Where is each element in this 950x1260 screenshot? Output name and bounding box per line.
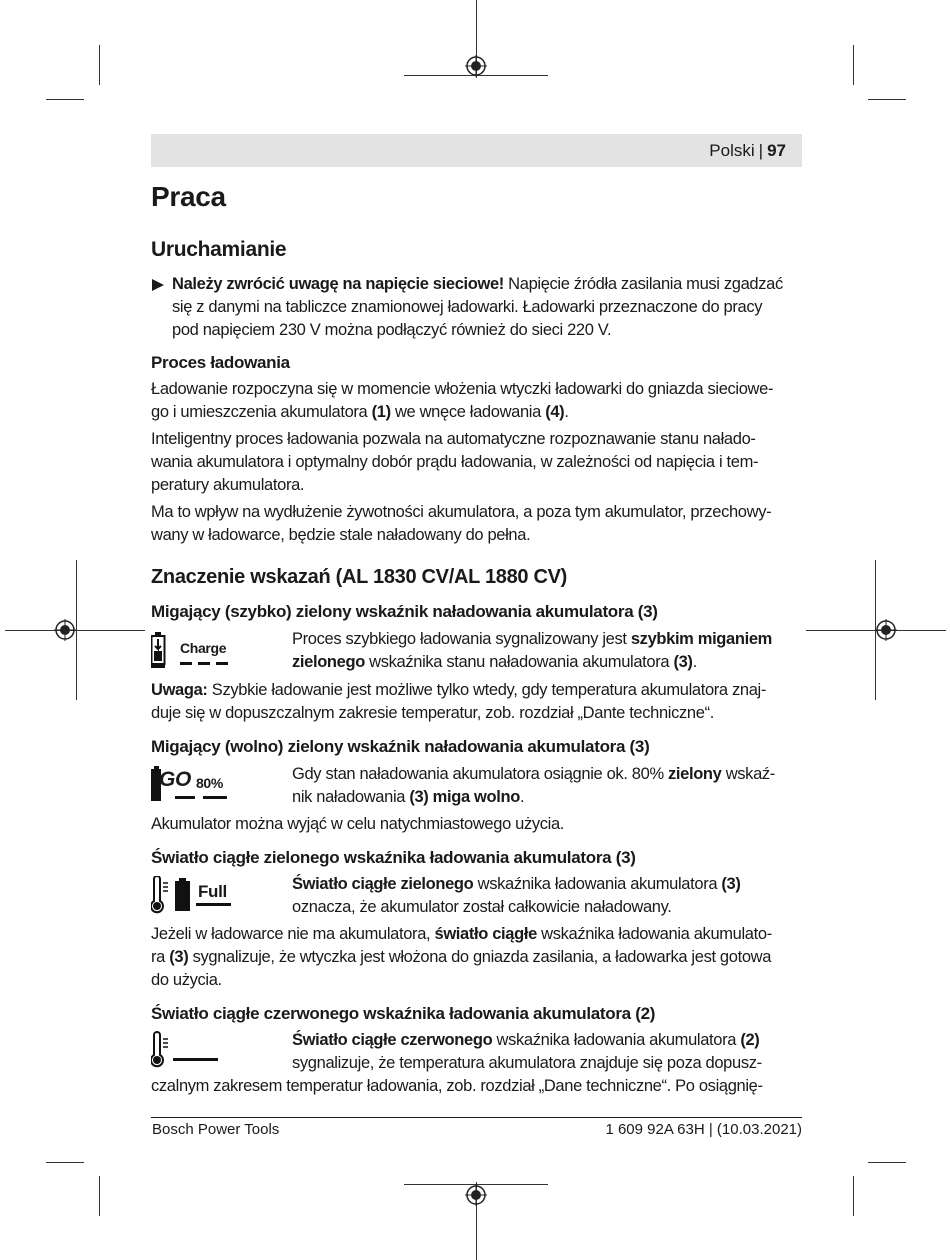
icon-label-80: 80% xyxy=(196,775,223,791)
section-heading-start: Uruchamianie xyxy=(151,238,287,261)
footer-divider xyxy=(151,1117,802,1118)
page-header xyxy=(151,134,802,167)
paragraph-line: Ma to wpływ na wydłużenie żywotności akumulatora, a poza tym akumulator, przechowy- xyxy=(151,503,772,521)
paragraph-line xyxy=(292,651,697,674)
text-run: Jeżeli w ładowarce nie ma akumulatora, xyxy=(151,925,435,943)
text-run: we wnęce ładowania xyxy=(390,403,546,421)
icon-label-full: Full xyxy=(198,882,227,901)
text-run: . xyxy=(519,788,525,806)
text-run: ra xyxy=(151,948,170,966)
bullet-triangle-icon xyxy=(152,279,164,291)
thermometer-icon xyxy=(151,1031,241,1069)
text-run: . xyxy=(692,653,697,671)
subheading-slow-blink: Migający (wolno) zielony wskaźnik naładowania akumulatora (3) xyxy=(151,737,650,756)
bold-run: zielonego xyxy=(292,653,365,671)
bold-run: (3) miga wolno xyxy=(409,788,520,806)
paragraph-line: sygnalizuje, że temperatura akumulatora znajduje się poza dopusz- xyxy=(292,1054,762,1072)
paragraph-line: wany w ładowarce, będzie stale naładowany do pełna. xyxy=(151,526,531,544)
text-run: sygnalizuje, że wtyczka jest włożona do gniazda zasilania, a ładowarka jest gotowa xyxy=(188,948,772,966)
bold-run: zielony xyxy=(668,765,722,783)
paragraph-line xyxy=(292,873,741,896)
section-heading-indicators: Znaczenie wskazań (AL 1830 CV/AL 1880 CV) xyxy=(151,566,568,588)
subheading-red: Światło ciągłe czerwonego wskaźnika ładowania akumulatora (2) xyxy=(151,1004,656,1023)
paragraph-line: oznacza, że akumulator został całkowicie naładowany. xyxy=(292,898,672,916)
paragraph-line: peratury akumulatora. xyxy=(151,476,305,494)
paragraph-line: wania akumulatora i optymalny dobór prądu ładowania, w zależności od napięcia i tem- xyxy=(151,453,759,471)
text-run: wskaźnika stanu naładowania akumulatora xyxy=(364,653,674,671)
header-language: Polski xyxy=(709,141,755,160)
bold-run: światło ciągłe xyxy=(434,925,537,943)
bullet-text: Napięcie źródła zasilania musi zgadzać xyxy=(503,275,783,293)
bold-run: Światło ciągłe zielonego xyxy=(292,875,474,893)
paragraph-line xyxy=(292,1029,759,1052)
page-number: 97 xyxy=(767,141,786,160)
bold-run: Światło ciągłe czerwonego xyxy=(292,1031,493,1049)
header-separator: | xyxy=(758,141,764,160)
charge-indicator-icon xyxy=(151,631,241,669)
thermometer-full-icon xyxy=(151,876,241,914)
paragraph-line: do użycia. xyxy=(151,971,222,989)
text-run: Szybkie ładowanie jest możliwe tylko wtedy, gdy temperatura akumulatora znaj- xyxy=(207,681,766,699)
bullet-line-3: pod napięciem 230 V można podłączyć również do sieci 220 V. xyxy=(172,321,612,339)
subheading-full: Światło ciągłe zielonego wskaźnika ładowania akumulatora (3) xyxy=(151,848,636,867)
page-title: Praca xyxy=(151,181,226,212)
paragraph-line xyxy=(151,923,772,946)
registration-mark-icon xyxy=(465,55,487,77)
registration-mark-icon xyxy=(875,619,897,641)
go-80-indicator-icon xyxy=(151,766,241,804)
bullet-line-1 xyxy=(172,273,812,296)
text-run: go i umieszczenia akumulatora xyxy=(151,403,372,421)
ref-number: (3) xyxy=(673,653,693,671)
temperature-indicator-icon xyxy=(151,1031,241,1069)
icon-label-go: GO xyxy=(159,768,191,791)
ref-number: (3) xyxy=(169,948,189,966)
note-label: Uwaga: xyxy=(151,681,208,699)
text-run: Gdy stan naładowania akumulatora osiągnie ok. 80% xyxy=(292,765,668,783)
ref-number: (2) xyxy=(740,1031,760,1049)
full-indicator-icon xyxy=(151,876,241,914)
text-run: wskaź- xyxy=(721,765,775,783)
text-run: nik naładowania xyxy=(292,788,410,806)
header-text xyxy=(709,141,786,161)
note-line xyxy=(151,679,766,702)
registration-mark-icon xyxy=(54,619,76,641)
text-run: wskaźnika ładowania akumulatora xyxy=(492,1031,741,1049)
bold-run: szybkim miganiem xyxy=(630,630,772,648)
paragraph-line: Ładowanie rozpoczyna się w momencie włożenia wtyczki ładowarki do gniazda sieciowe- xyxy=(151,380,774,398)
note-line: duje się w dopuszczalnym zakresie temperatur, zob. rozdział „Dante techniczne“. xyxy=(151,704,714,722)
subheading-fast-blink: Migający (szybko) zielony wskaźnik naładowania akumulatora (3) xyxy=(151,602,658,621)
ref-number: (4) xyxy=(545,403,565,421)
paragraph-line xyxy=(292,628,772,651)
bullet-line-2: się z danymi na tabliczce znamionowej ładowarki. Ładowarki przeznaczone do pracy xyxy=(172,298,763,316)
paragraph-line xyxy=(151,401,569,424)
paragraph-line xyxy=(292,763,775,786)
text-run: . xyxy=(564,403,569,421)
paragraph-line: Akumulator można wyjąć w celu natychmiastowego użycia. xyxy=(151,815,565,833)
text-run: wskaźnika ładowania akumulatora xyxy=(473,875,722,893)
registration-mark-icon xyxy=(465,1184,487,1206)
ref-number: (1) xyxy=(371,403,391,421)
icon-label-charge: Charge xyxy=(180,640,227,656)
ref-number: (3) xyxy=(721,875,741,893)
paragraph-line: czalnym zakresem temperatur ładowania, zob. rozdział „Dane techniczne“. Po osiągnię- xyxy=(151,1077,763,1095)
footer-doc-number: 1 609 92A 63H | (10.03.2021) xyxy=(605,1121,802,1138)
text-run: wskaźnika ładowania akumulato- xyxy=(536,925,772,943)
section-heading-charging: Proces ładowania xyxy=(151,353,290,372)
paragraph-line xyxy=(151,946,771,969)
bullet-bold: Należy zwrócić uwagę na napięcie sieciowe! xyxy=(172,275,504,293)
footer-brand: Bosch Power Tools xyxy=(152,1121,280,1138)
paragraph-line xyxy=(292,786,524,809)
text-run: Proces szybkiego ładowania sygnalizowany jest xyxy=(292,630,631,648)
paragraph-line: Inteligentny proces ładowania pozwala na automatyczne rozpoznawanie stanu nałado- xyxy=(151,430,756,448)
